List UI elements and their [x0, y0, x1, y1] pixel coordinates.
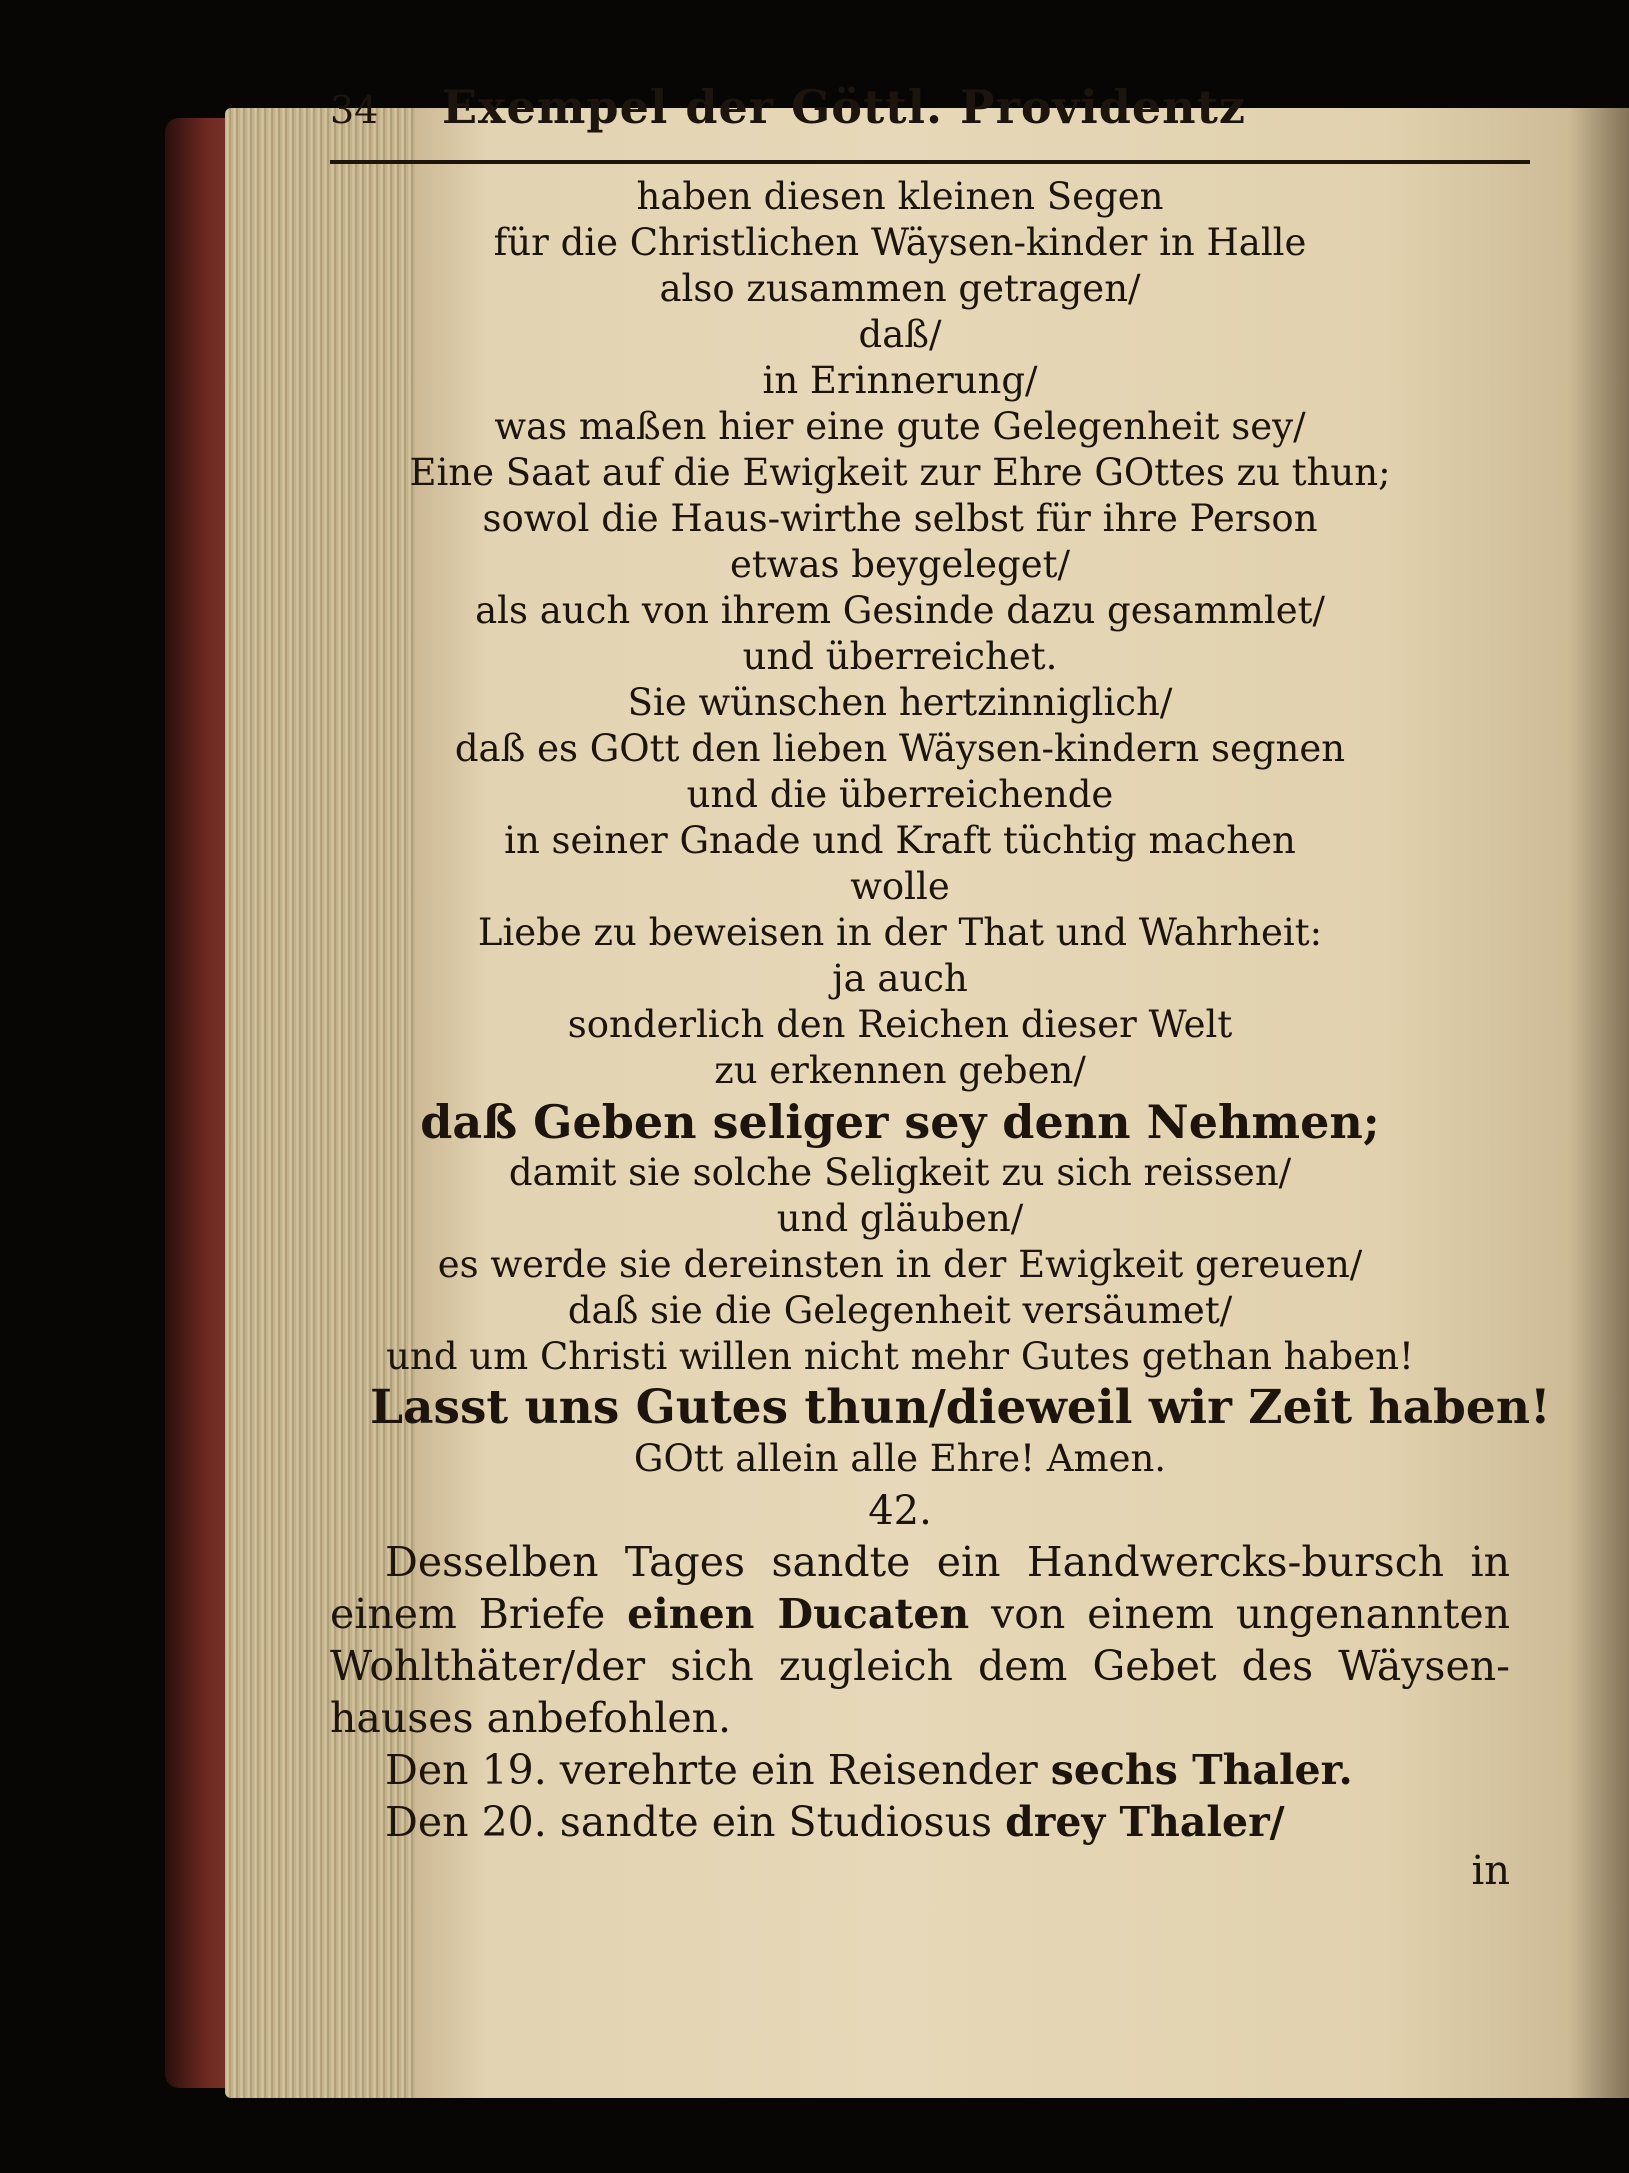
verse-line: etwas beygeleget/	[730, 543, 1070, 586]
paragraph	[330, 1536, 1510, 1744]
verse-line: sowol die Haus-wirthe selbst für ihre Person	[482, 497, 1318, 540]
verse-block	[330, 174, 1551, 1482]
verse-line: Liebe zu beweisen in der That und Wahrheit:	[477, 911, 1323, 954]
text-block	[330, 80, 1551, 1894]
verse-line: und gläuben/	[776, 1197, 1024, 1240]
verse-line: daß es GOtt den lieben Wäysen-kindern segnen	[454, 727, 1346, 770]
verse-line: für die Christlichen Wäysen-kinder in Halle	[493, 221, 1307, 264]
verse-line: sonderlich den Reichen dieser Welt	[567, 1003, 1233, 1046]
verse-line: haben diesen kleinen Segen	[636, 175, 1164, 218]
verse-line: daß sie die Gelegenheit versäumet/	[567, 1289, 1233, 1332]
verse-line: Eine Saat auf die Ewigkeit zur Ehre GOttes zu thun;	[409, 451, 1391, 494]
verse-line: was maßen hier eine gute Gelegenheit sey/	[494, 405, 1306, 448]
paragraph-bold: einen Ducaten	[627, 1590, 970, 1638]
verse-line: als auch von ihrem Gesinde dazu gesammlet/	[475, 589, 1325, 632]
page-gutter	[1569, 108, 1629, 2098]
verse-line: Sie wünschen hertzinniglich/	[627, 681, 1173, 724]
emphasis-line: daß Geben seliger sey denn Nehmen;	[420, 1095, 1380, 1149]
verse-line: in seiner Gnade und Kraft tüchtig machen	[504, 819, 1296, 862]
paragraph	[330, 1744, 1510, 1796]
entry-number: 42.	[868, 1488, 932, 1534]
verse-line: zu erkennen geben/	[714, 1049, 1086, 1092]
verse-line: in Erinnerung/	[762, 359, 1038, 402]
paragraph-bold: sechs Thaler.	[1050, 1746, 1353, 1794]
verse-line: und um Christi willen nicht mehr Gutes gethan haben!	[386, 1335, 1414, 1378]
verse-line: daß/	[858, 313, 942, 356]
catchword: in	[1471, 1848, 1510, 1894]
verse-line: damit sie solche Seligkeit zu sich reissen/	[508, 1151, 1292, 1194]
verse-line: es werde sie dereinsten in der Ewigkeit gereuen/	[437, 1243, 1363, 1286]
paragraph-text: Den 19. verehrte ein Reisender	[385, 1746, 1051, 1794]
paragraph-text: von einem ungenannten Wohlthäter/der sich zugleich dem Gebet des Wäysen-hauses anbefohlen.	[330, 1590, 1510, 1742]
verse-line: also zusammen getragen/	[659, 267, 1141, 310]
paragraph-bold: drey Thaler/	[1005, 1798, 1285, 1846]
running-title: Exempel der Göttl. Providentz	[442, 80, 1246, 134]
closing-line: GOtt allein alle Ehre! Amen.	[633, 1437, 1167, 1480]
emphasis-line: Lasst uns Gutes thun/dieweil wir Zeit haben!	[370, 1380, 1551, 1435]
paragraph-text: Den 20. sandte ein Studiosus	[385, 1798, 1006, 1846]
paragraph-text: Desselben Tages sandte ein Handwercks-bursch in einem Briefe	[330, 1538, 1510, 1638]
verse-line: und überreichet.	[742, 635, 1058, 678]
verse-line: und die überreichende	[686, 773, 1114, 816]
page-number: 34	[330, 88, 379, 132]
verse-line: wolle	[850, 865, 950, 908]
running-head	[330, 80, 1530, 164]
verse-line: ja auch	[832, 957, 968, 1000]
paragraph	[330, 1796, 1510, 1848]
